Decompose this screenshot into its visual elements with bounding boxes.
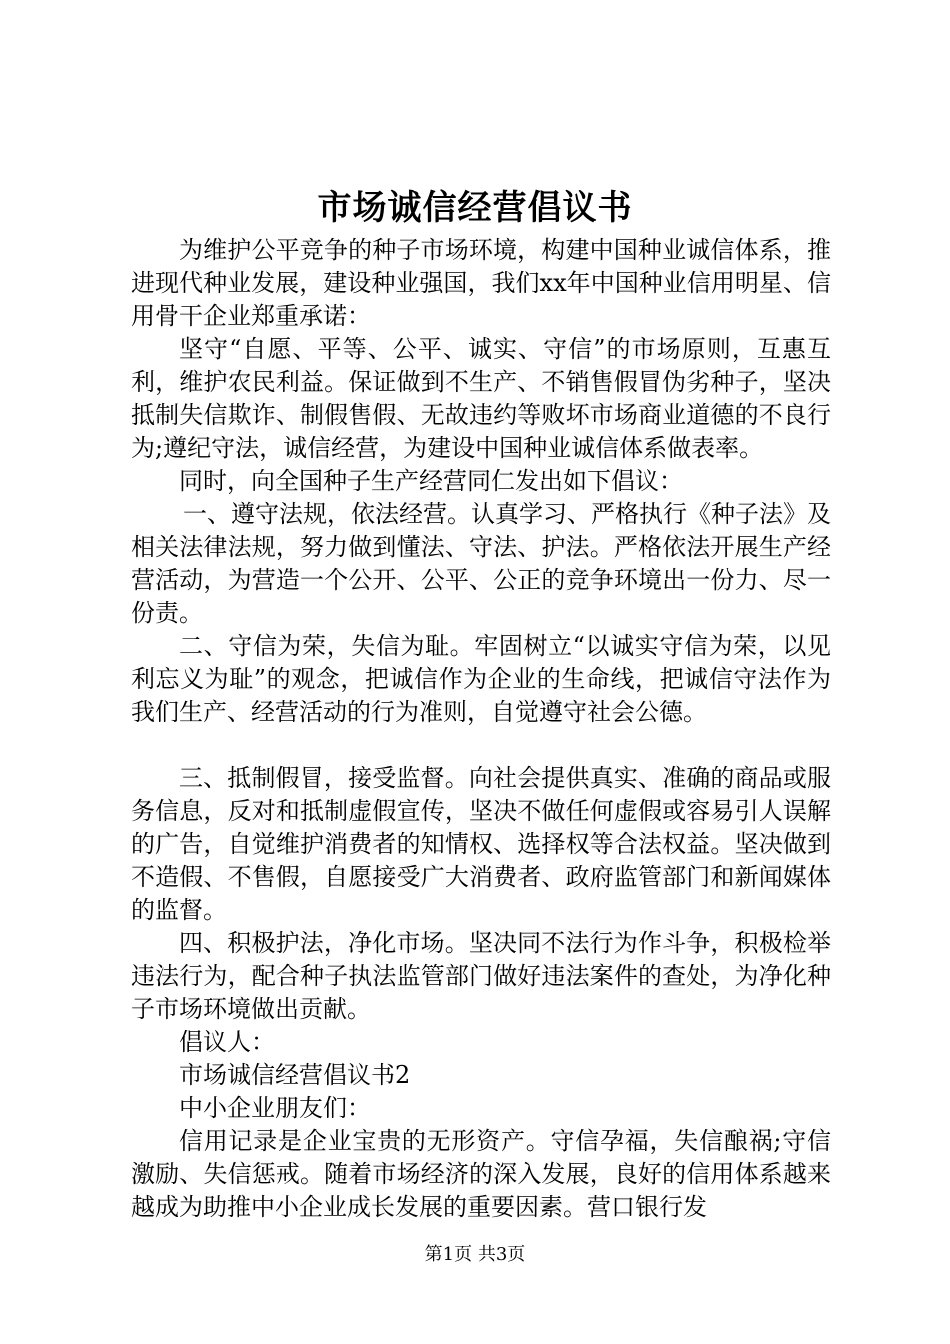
page-footer: 第1页 共3页	[424, 1244, 526, 1265]
paragraph-proposal-intro: 同时，向全国种子生产经营同仁发出如下倡议：	[179, 467, 683, 495]
paragraph-item-3: 三、抵制假冒，接受监督。向社会提供真实、准确的商品或服务信息，反对和抵制虚假宣传，坚决不做任何虚假或容易引人误解的广告，自觉维护消费者的知情权、选择权等合法权益。坚决做到不造假、不售假，自愿接受广大消费者、政府监管部门和新闻媒体的监督。	[131, 764, 831, 924]
paragraph-item-4: 四、积极护法，净化市场。坚决同不法行为作斗争，积极检举违法行为，配合种子执法监管部门做好违法案件的查处，为净化种子市场环境做出贡献。	[131, 929, 831, 1023]
paragraph-commitment: 坚守“自愿、平等、公平、诚实、守信”的市场原则，互惠互利，维护农民利益。保证做到不生产、不销售假冒伪劣种子，坚决抵制失信欺诈、制假售假、无故违约等败坏市场商业道德的不良行为;遵纪守法，诚信经营，为建设中国种业诚信体系做表率。	[131, 335, 831, 462]
paragraph-item-2: 二、守信为荣，失信为耻。牢固树立“以诚实守信为荣，以见利忘义为耻”的观念，把诚信作为企业的生命线，把诚信守法作为我们生产、经营活动的行为准则，自觉遵守社会公德。	[131, 632, 831, 726]
paragraph-signatory: 倡议人：	[179, 1028, 275, 1056]
document-body	[131, 234, 831, 1224]
document-title: 市场诚信经营倡议书	[317, 188, 633, 228]
paragraph-salutation: 中小企业朋友们：	[179, 1094, 371, 1122]
paragraph-gap	[131, 729, 831, 762]
paragraph-intro: 为维护公平竞争的种子市场环境，构建中国种业诚信体系，推进现代种业发展，建设种业强国，我们xx年中国种业信用明星、信用骨干企业郑重承诺：	[131, 236, 831, 330]
paragraph-second-title: 市场诚信经营倡议书2	[179, 1061, 411, 1089]
paragraph-credit: 信用记录是企业宝贵的无形资产。守信孕福，失信酿祸;守信激励、失信惩戒。随着市场经济的深入发展，良好的信用体系越来越成为助推中小企业成长发展的重要因素。营口银行发	[131, 1127, 831, 1221]
paragraph-item-1: 一、遵守法规，依法经营。认真学习、严格执行《种子法》及相关法律法规，努力做到懂法、守法、护法。严格依法开展生产经营活动，为营造一个公开、公平、公正的竞争环境出一份力、尽一份责。	[131, 500, 831, 627]
